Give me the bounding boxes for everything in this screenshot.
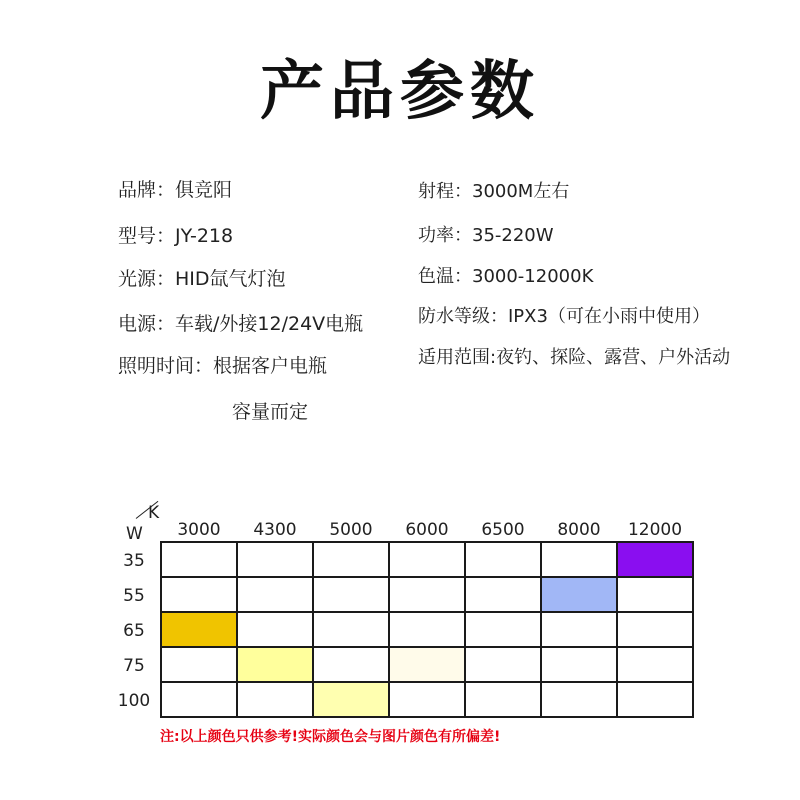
spec-value: IPX3（可在小雨中使用） (508, 306, 710, 327)
table-cell (466, 613, 542, 648)
spec-model (118, 224, 233, 248)
table-cell (162, 648, 238, 683)
table-cell (238, 543, 314, 578)
table-cell (314, 578, 390, 613)
spec-label: 适用范围: (418, 347, 497, 368)
table-row (162, 683, 694, 718)
spec-label: 电源： (118, 313, 176, 335)
table-cell (542, 543, 618, 578)
spec-label: 功率： (418, 225, 472, 246)
spec-label: 型号： (118, 225, 176, 247)
spec-wattage (418, 224, 554, 248)
table-cell (466, 683, 542, 718)
table-corner-k: K (148, 503, 160, 523)
spec-lighting-time (118, 354, 327, 378)
spec-label: 射程： (418, 181, 472, 202)
row-header: 75 (123, 656, 145, 676)
spec-label: 光源： (118, 268, 176, 290)
spec-value: 35-220W (472, 225, 554, 246)
spec-value: 夜钓、探险、露营、户外活动 (496, 347, 731, 368)
spec-value: 车载/外接12/24V电瓶 (175, 313, 364, 335)
spec-usage (418, 346, 730, 370)
table-cell (390, 613, 466, 648)
spec-power-source (118, 312, 363, 336)
table-cell (238, 613, 314, 648)
column-header: 3000 (177, 520, 221, 540)
table-cell (390, 683, 466, 718)
spec-range (418, 180, 569, 204)
column-header: 5000 (329, 520, 373, 540)
spec-value: HID氙气灯泡 (175, 268, 286, 290)
color-temperature-table (160, 541, 694, 718)
table-cell (466, 578, 542, 613)
column-header: 6500 (481, 520, 525, 540)
row-header: 100 (117, 691, 151, 711)
table-cell (618, 683, 694, 718)
spec-value: 3000M左右 (472, 181, 570, 202)
color-swatch-cell (162, 613, 238, 648)
table-row (162, 578, 694, 613)
color-swatch-cell (314, 683, 390, 718)
table-cell (162, 578, 238, 613)
spec-value: JY-218 (175, 225, 234, 247)
table-row (162, 543, 694, 578)
table-cell (162, 543, 238, 578)
spec-brand (118, 178, 232, 202)
color-disclaimer-note: 注:以上颜色只供参考!实际颜色会与图片颜色有所偏差! (160, 729, 501, 745)
table-cell (314, 613, 390, 648)
color-swatch-cell (618, 543, 694, 578)
table-cell (466, 648, 542, 683)
spec-light-source (118, 267, 286, 291)
row-header: 55 (123, 586, 145, 606)
table-cell (390, 543, 466, 578)
spec-label: 照明时间： (118, 355, 214, 377)
color-swatch-cell (390, 648, 466, 683)
spec-label: 色温： (418, 266, 472, 287)
column-header: 12000 (627, 520, 683, 540)
table-cell (618, 648, 694, 683)
table-cell (314, 648, 390, 683)
color-swatch-cell (542, 578, 618, 613)
table-cell (162, 683, 238, 718)
spec-value: 俱竞阳 (175, 179, 233, 201)
table-cell (542, 613, 618, 648)
table-cell (618, 578, 694, 613)
table-cell (238, 683, 314, 718)
spec-lighting-time-cont: 容量而定 (232, 401, 309, 423)
table-cell (314, 543, 390, 578)
spec-value: 根据客户电瓶 (213, 355, 328, 377)
column-header: 8000 (557, 520, 601, 540)
table-cell (238, 578, 314, 613)
page-title: 产品参数 (260, 55, 540, 129)
column-header: 6000 (405, 520, 449, 540)
table-cell (542, 683, 618, 718)
color-swatch-cell (238, 648, 314, 683)
spec-label: 品牌： (118, 179, 176, 201)
spec-waterproof (418, 305, 710, 329)
spec-label: 防水等级： (418, 306, 508, 327)
table-row (162, 613, 694, 648)
row-header: 65 (123, 621, 145, 641)
table-cell (618, 613, 694, 648)
row-header: 35 (123, 551, 145, 571)
table-cell (390, 578, 466, 613)
table-cell (466, 543, 542, 578)
table-corner-w: W (126, 524, 143, 544)
table-row (162, 648, 694, 683)
column-header: 4300 (253, 520, 297, 540)
spec-color-temp (418, 265, 593, 289)
table-cell (542, 648, 618, 683)
spec-value: 3000-12000K (472, 266, 594, 287)
